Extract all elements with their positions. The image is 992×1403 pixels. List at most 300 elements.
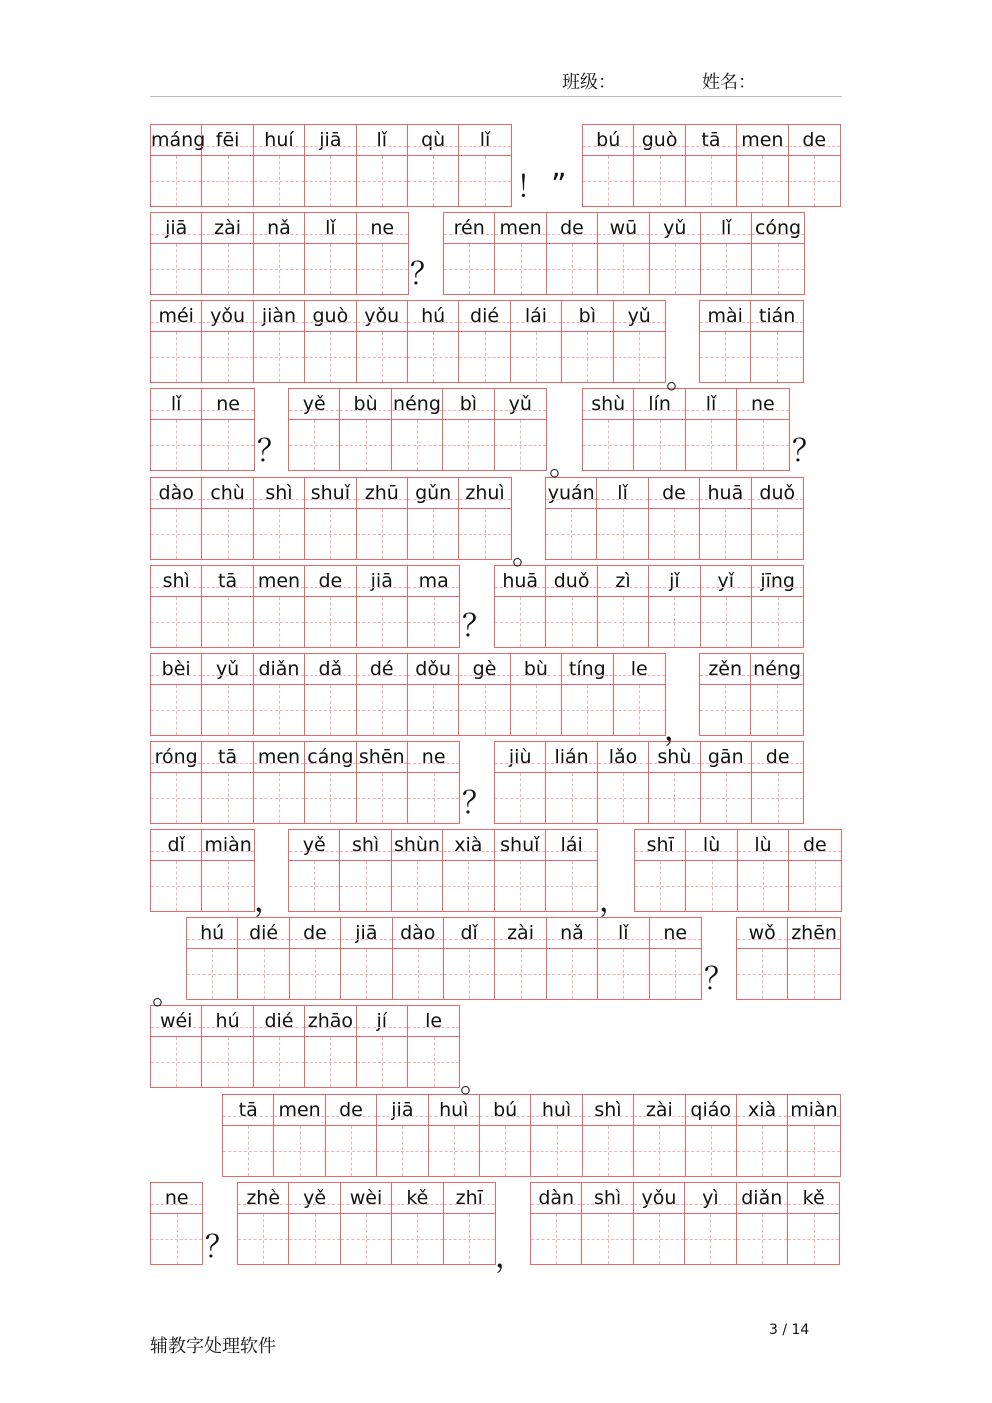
writing-cell[interactable]	[151, 830, 202, 911]
writing-cell[interactable]	[700, 654, 751, 735]
character-box[interactable]	[546, 508, 596, 559]
character-box[interactable]	[392, 860, 442, 911]
character-grid-group	[150, 124, 512, 207]
character-box[interactable]	[202, 155, 252, 206]
writing-cell[interactable]	[789, 830, 840, 911]
character-box[interactable]	[254, 155, 304, 206]
writing-cell[interactable]	[737, 1095, 788, 1176]
character-box[interactable]	[511, 684, 561, 735]
writing-cell[interactable]	[408, 1006, 459, 1087]
character-box[interactable]	[305, 508, 355, 559]
writing-cell[interactable]	[392, 389, 443, 470]
character-box[interactable]	[305, 1036, 355, 1087]
character-box[interactable]	[531, 1125, 581, 1176]
writing-cell[interactable]	[238, 918, 289, 999]
character-box[interactable]	[357, 331, 407, 382]
character-box[interactable]	[582, 1213, 632, 1264]
character-box[interactable]	[788, 1213, 839, 1264]
character-box[interactable]	[649, 596, 699, 647]
writing-cell[interactable]	[341, 1183, 392, 1264]
writing-cell[interactable]	[151, 566, 202, 647]
writing-cell[interactable]	[290, 918, 341, 999]
character-box[interactable]	[737, 1213, 787, 1264]
writing-cell[interactable]	[546, 566, 597, 647]
character-box[interactable]	[151, 419, 201, 470]
writing-cell[interactable]	[701, 213, 752, 294]
character-box[interactable]	[459, 331, 509, 382]
writing-cell[interactable]	[408, 125, 459, 206]
character-box[interactable]	[737, 948, 787, 999]
writing-cell[interactable]	[444, 1183, 495, 1264]
writing-cell[interactable]	[752, 213, 803, 294]
writing-cell[interactable]	[357, 654, 408, 735]
character-box[interactable]	[511, 331, 561, 382]
character-box[interactable]	[392, 419, 442, 470]
character-box[interactable]	[686, 1125, 736, 1176]
writing-cell[interactable]	[495, 389, 546, 470]
writing-cell[interactable]	[686, 125, 737, 206]
writing-cell[interactable]	[737, 1183, 788, 1264]
character-box[interactable]	[531, 1213, 581, 1264]
writing-cell[interactable]	[254, 213, 305, 294]
character-box[interactable]	[444, 948, 494, 999]
character-box[interactable]	[408, 155, 458, 206]
writing-cell[interactable]	[340, 389, 391, 470]
writing-cell[interactable]	[459, 478, 510, 559]
writing-cell[interactable]	[443, 830, 494, 911]
writing-cell[interactable]	[686, 830, 737, 911]
character-box[interactable]	[614, 331, 665, 382]
character-box[interactable]	[562, 331, 612, 382]
character-box[interactable]	[752, 508, 803, 559]
writing-cell[interactable]	[326, 1095, 377, 1176]
character-box[interactable]	[583, 419, 633, 470]
character-box[interactable]	[583, 155, 633, 206]
writing-cell[interactable]	[305, 654, 356, 735]
writing-cell[interactable]	[151, 389, 202, 470]
writing-cell[interactable]	[598, 213, 649, 294]
character-box[interactable]	[701, 772, 751, 823]
writing-cell[interactable]	[634, 389, 685, 470]
character-box[interactable]	[151, 772, 201, 823]
writing-cell[interactable]	[531, 1183, 582, 1264]
writing-cell[interactable]	[634, 125, 685, 206]
character-box[interactable]	[444, 1213, 495, 1264]
character-box[interactable]	[326, 1125, 376, 1176]
writing-cell[interactable]	[341, 918, 392, 999]
writing-cell[interactable]	[444, 918, 495, 999]
character-box[interactable]	[752, 772, 803, 823]
character-box[interactable]	[305, 243, 355, 294]
writing-cell[interactable]	[495, 918, 546, 999]
character-box[interactable]	[254, 772, 304, 823]
character-box[interactable]	[202, 419, 253, 470]
character-box[interactable]	[408, 596, 459, 647]
writing-cell[interactable]	[788, 1183, 839, 1264]
character-box[interactable]	[305, 331, 355, 382]
character-box[interactable]	[289, 860, 339, 911]
writing-cell[interactable]	[598, 742, 649, 823]
character-box[interactable]	[598, 243, 648, 294]
character-box[interactable]	[254, 243, 304, 294]
writing-cell[interactable]	[202, 125, 253, 206]
writing-cell[interactable]	[377, 1095, 428, 1176]
character-box[interactable]	[546, 860, 597, 911]
writing-cell[interactable]	[480, 1095, 531, 1176]
character-box[interactable]	[614, 684, 665, 735]
writing-cell[interactable]	[223, 1095, 274, 1176]
character-box[interactable]	[357, 243, 408, 294]
character-box[interactable]	[238, 948, 288, 999]
writing-cell[interactable]	[649, 566, 700, 647]
character-box[interactable]	[408, 1036, 459, 1087]
writing-cell[interactable]	[751, 654, 802, 735]
writing-cell[interactable]	[151, 1006, 202, 1087]
writing-cell[interactable]	[202, 742, 253, 823]
writing-cell[interactable]	[752, 742, 803, 823]
character-box[interactable]	[686, 860, 736, 911]
writing-cell[interactable]	[583, 389, 634, 470]
character-box[interactable]	[223, 1125, 273, 1176]
writing-cell[interactable]	[305, 125, 356, 206]
character-box[interactable]	[495, 243, 545, 294]
writing-cell[interactable]	[583, 1095, 634, 1176]
writing-cell[interactable]	[408, 654, 459, 735]
character-box[interactable]	[700, 508, 750, 559]
writing-cell[interactable]	[495, 566, 546, 647]
writing-cell[interactable]	[357, 478, 408, 559]
character-box[interactable]	[751, 684, 802, 735]
writing-cell[interactable]	[511, 654, 562, 735]
character-box[interactable]	[635, 860, 685, 911]
writing-cell[interactable]	[547, 918, 598, 999]
character-box[interactable]	[408, 772, 459, 823]
character-box[interactable]	[202, 860, 253, 911]
writing-cell[interactable]	[254, 125, 305, 206]
character-box[interactable]	[634, 1125, 684, 1176]
writing-cell[interactable]	[357, 301, 408, 382]
character-box[interactable]	[789, 155, 840, 206]
punctuation-mark: ”	[551, 168, 567, 203]
character-box[interactable]	[459, 155, 510, 206]
writing-cell[interactable]	[357, 213, 408, 294]
writing-cell[interactable]	[254, 654, 305, 735]
character-box[interactable]	[547, 243, 597, 294]
character-box[interactable]	[238, 1213, 288, 1264]
character-box[interactable]	[357, 596, 407, 647]
writing-cell[interactable]	[254, 566, 305, 647]
character-box[interactable]	[583, 1125, 633, 1176]
writing-cell[interactable]	[546, 478, 597, 559]
writing-cell[interactable]	[202, 301, 253, 382]
character-box[interactable]	[305, 596, 355, 647]
writing-cell[interactable]	[274, 1095, 325, 1176]
writing-cell[interactable]	[151, 654, 202, 735]
character-box[interactable]	[305, 155, 355, 206]
writing-cell[interactable]	[752, 566, 803, 647]
writing-cell[interactable]	[429, 1095, 480, 1176]
character-box[interactable]	[547, 948, 597, 999]
writing-cell[interactable]	[357, 1006, 408, 1087]
writing-cell[interactable]	[408, 566, 459, 647]
character-box[interactable]	[737, 155, 787, 206]
character-box[interactable]	[737, 1125, 787, 1176]
writing-cell[interactable]	[187, 918, 238, 999]
writing-cell[interactable]	[546, 830, 597, 911]
writing-cell[interactable]	[737, 389, 788, 470]
writing-cell[interactable]	[495, 742, 546, 823]
writing-cell[interactable]	[151, 213, 202, 294]
writing-cell[interactable]	[635, 830, 686, 911]
character-box[interactable]	[751, 331, 802, 382]
character-box[interactable]	[737, 419, 788, 470]
writing-cell[interactable]	[357, 125, 408, 206]
character-box[interactable]	[546, 596, 596, 647]
writing-cell[interactable]	[701, 742, 752, 823]
character-box[interactable]	[443, 419, 493, 470]
writing-cell[interactable]	[151, 478, 202, 559]
writing-cell[interactable]	[614, 654, 665, 735]
writing-cell[interactable]	[254, 478, 305, 559]
character-box[interactable]	[202, 684, 252, 735]
writing-cell[interactable]	[305, 1006, 356, 1087]
writing-cell[interactable]	[738, 830, 789, 911]
character-box[interactable]	[151, 243, 201, 294]
writing-cell[interactable]	[459, 301, 510, 382]
character-box[interactable]	[685, 1213, 735, 1264]
character-box[interactable]	[151, 860, 201, 911]
writing-cell[interactable]	[650, 918, 701, 999]
writing-cell[interactable]	[202, 566, 253, 647]
writing-cell[interactable]	[737, 125, 788, 206]
writing-cell[interactable]	[254, 742, 305, 823]
writing-cell[interactable]	[305, 742, 356, 823]
writing-cell[interactable]	[202, 830, 253, 911]
character-box[interactable]	[495, 419, 546, 470]
writing-cell[interactable]	[289, 830, 340, 911]
character-box[interactable]	[700, 331, 750, 382]
character-box[interactable]	[634, 419, 684, 470]
character-box[interactable]	[357, 508, 407, 559]
character-box[interactable]	[202, 508, 252, 559]
writing-cell[interactable]	[444, 213, 495, 294]
character-box[interactable]	[789, 860, 840, 911]
writing-cell[interactable]	[634, 1095, 685, 1176]
character-box[interactable]	[340, 860, 390, 911]
writing-cell[interactable]	[751, 301, 802, 382]
character-box[interactable]	[701, 596, 751, 647]
character-box[interactable]	[649, 772, 699, 823]
character-box[interactable]	[202, 243, 252, 294]
character-box[interactable]	[254, 596, 304, 647]
character-box[interactable]	[254, 331, 304, 382]
character-box[interactable]	[202, 1036, 252, 1087]
character-box[interactable]	[480, 1125, 530, 1176]
character-box[interactable]	[151, 155, 201, 206]
character-box[interactable]	[598, 948, 648, 999]
writing-cell[interactable]	[151, 301, 202, 382]
writing-cell[interactable]	[393, 918, 444, 999]
writing-cell[interactable]	[788, 1095, 839, 1176]
writing-cell[interactable]	[443, 389, 494, 470]
character-box[interactable]	[289, 1213, 339, 1264]
character-box[interactable]	[357, 1036, 407, 1087]
character-box[interactable]	[634, 1213, 684, 1264]
character-box[interactable]	[408, 684, 458, 735]
character-box[interactable]	[788, 948, 839, 999]
character-box[interactable]	[444, 243, 494, 294]
character-box[interactable]	[650, 948, 701, 999]
character-box[interactable]	[459, 508, 510, 559]
writing-cell[interactable]	[531, 1095, 582, 1176]
character-box[interactable]	[408, 331, 458, 382]
character-box[interactable]	[649, 508, 699, 559]
character-box[interactable]	[701, 243, 751, 294]
character-box[interactable]	[357, 684, 407, 735]
writing-cell[interactable]	[685, 1183, 736, 1264]
writing-cell[interactable]	[495, 213, 546, 294]
character-box[interactable]	[290, 948, 340, 999]
character-box[interactable]	[597, 508, 647, 559]
character-box[interactable]	[634, 155, 684, 206]
writing-cell[interactable]	[598, 918, 649, 999]
writing-cell[interactable]	[202, 1006, 253, 1087]
character-box[interactable]	[562, 684, 612, 735]
writing-cell[interactable]	[357, 566, 408, 647]
writing-cell[interactable]	[752, 478, 803, 559]
writing-cell[interactable]	[202, 213, 253, 294]
writing-cell[interactable]	[305, 566, 356, 647]
writing-cell[interactable]	[700, 301, 751, 382]
character-box[interactable]	[289, 419, 339, 470]
writing-cell[interactable]	[649, 478, 700, 559]
writing-cell[interactable]	[408, 301, 459, 382]
character-box[interactable]	[202, 596, 252, 647]
writing-cell[interactable]	[254, 1006, 305, 1087]
character-box[interactable]	[187, 948, 237, 999]
character-box[interactable]	[357, 772, 407, 823]
character-box[interactable]	[429, 1125, 479, 1176]
writing-cell[interactable]	[788, 918, 839, 999]
writing-cell[interactable]	[151, 125, 206, 206]
character-box[interactable]	[202, 331, 252, 382]
writing-cell[interactable]	[547, 213, 598, 294]
character-box[interactable]	[752, 596, 803, 647]
character-box[interactable]	[738, 860, 788, 911]
writing-cell[interactable]	[650, 213, 701, 294]
writing-cell[interactable]	[392, 830, 443, 911]
writing-cell[interactable]	[495, 830, 546, 911]
character-box[interactable]	[393, 948, 443, 999]
writing-cell[interactable]	[305, 301, 356, 382]
character-box[interactable]	[151, 596, 201, 647]
writing-cell[interactable]	[305, 213, 356, 294]
character-box[interactable]	[495, 596, 545, 647]
writing-cell[interactable]	[459, 654, 510, 735]
writing-cell[interactable]	[546, 742, 597, 823]
character-box[interactable]	[598, 772, 648, 823]
writing-cell[interactable]	[701, 566, 752, 647]
writing-cell[interactable]	[289, 1183, 340, 1264]
writing-cell[interactable]	[238, 1183, 289, 1264]
character-box[interactable]	[151, 331, 201, 382]
character-box[interactable]	[686, 419, 736, 470]
writing-cell[interactable]	[289, 389, 340, 470]
character-box[interactable]	[151, 508, 201, 559]
character-box[interactable]	[546, 772, 596, 823]
writing-cell[interactable]	[408, 478, 459, 559]
character-box[interactable]	[392, 1213, 442, 1264]
writing-cell[interactable]	[737, 918, 788, 999]
writing-cell[interactable]	[562, 654, 613, 735]
character-box[interactable]	[151, 1213, 202, 1264]
character-box[interactable]	[495, 772, 545, 823]
character-box[interactable]	[700, 684, 750, 735]
writing-cell[interactable]	[700, 478, 751, 559]
character-box[interactable]	[459, 684, 509, 735]
writing-cell[interactable]	[305, 478, 356, 559]
writing-cell[interactable]	[202, 389, 253, 470]
writing-cell[interactable]	[582, 1183, 633, 1264]
writing-cell[interactable]	[597, 478, 648, 559]
writing-cell[interactable]	[686, 389, 737, 470]
writing-cell[interactable]	[598, 566, 649, 647]
character-box[interactable]	[752, 243, 803, 294]
writing-cell[interactable]	[254, 301, 305, 382]
writing-cell[interactable]	[562, 301, 613, 382]
character-box[interactable]	[650, 243, 700, 294]
writing-cell[interactable]	[340, 830, 391, 911]
writing-cell[interactable]	[789, 125, 840, 206]
character-box[interactable]	[357, 155, 407, 206]
character-box[interactable]	[341, 1213, 391, 1264]
character-box[interactable]	[377, 1125, 427, 1176]
character-box[interactable]	[274, 1125, 324, 1176]
character-box[interactable]	[254, 508, 304, 559]
writing-cell[interactable]	[408, 742, 459, 823]
character-box[interactable]	[598, 596, 648, 647]
writing-cell[interactable]	[583, 125, 634, 206]
writing-cell[interactable]	[202, 654, 253, 735]
writing-cell[interactable]	[649, 742, 700, 823]
character-box[interactable]	[305, 684, 355, 735]
writing-cell[interactable]	[202, 478, 253, 559]
writing-cell[interactable]	[151, 1183, 202, 1264]
writing-cell[interactable]	[357, 742, 408, 823]
character-box[interactable]	[151, 684, 201, 735]
character-box[interactable]	[408, 508, 458, 559]
character-box[interactable]	[254, 1036, 304, 1087]
character-box[interactable]	[202, 772, 252, 823]
writing-cell[interactable]	[151, 742, 202, 823]
writing-cell[interactable]	[686, 1095, 737, 1176]
character-box[interactable]	[340, 419, 390, 470]
writing-cell[interactable]	[392, 1183, 443, 1264]
character-box[interactable]	[495, 948, 545, 999]
character-box[interactable]	[305, 772, 355, 823]
character-box[interactable]	[495, 860, 545, 911]
writing-cell[interactable]	[511, 301, 562, 382]
character-box[interactable]	[254, 684, 304, 735]
character-box[interactable]	[151, 1036, 201, 1087]
character-box[interactable]	[341, 948, 391, 999]
character-box[interactable]	[443, 860, 493, 911]
character-box[interactable]	[788, 1125, 839, 1176]
writing-cell[interactable]	[634, 1183, 685, 1264]
writing-cell[interactable]	[459, 125, 510, 206]
writing-cell[interactable]	[614, 301, 665, 382]
character-box[interactable]	[686, 155, 736, 206]
